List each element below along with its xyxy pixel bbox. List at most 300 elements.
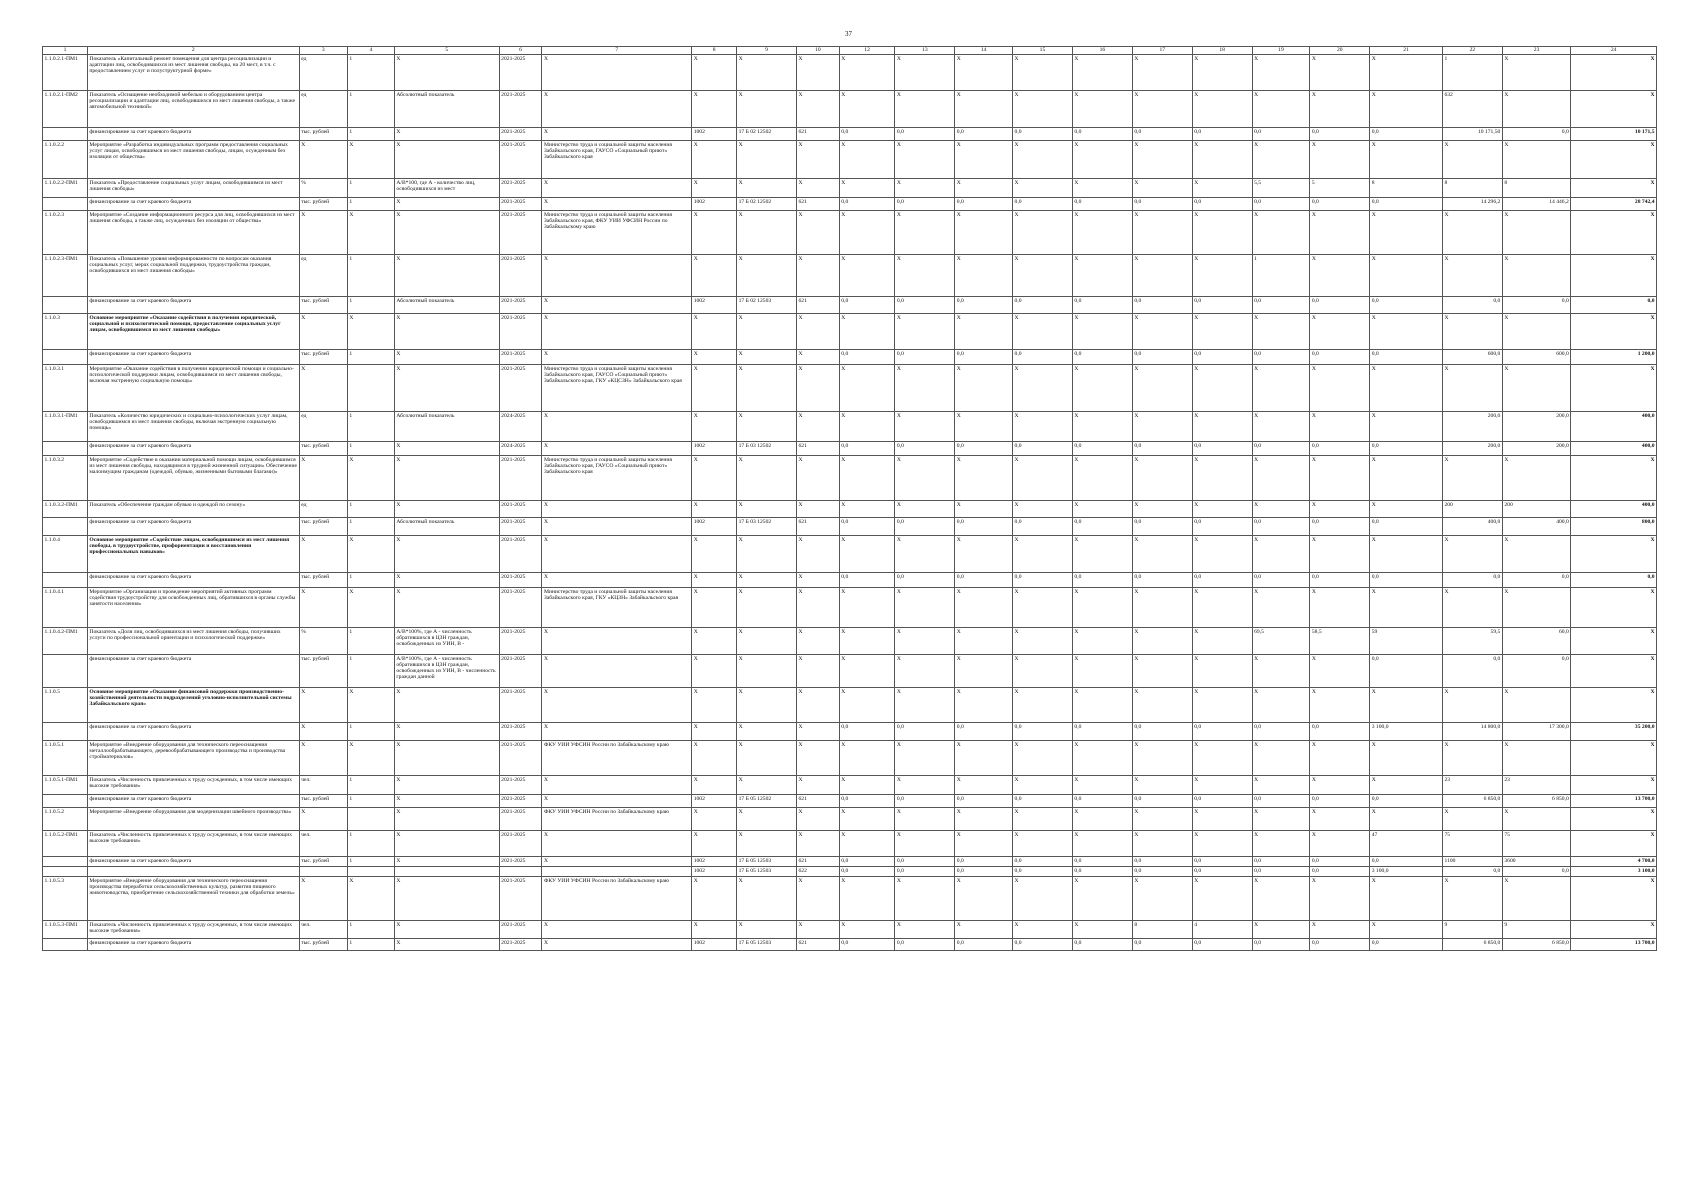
data-cell: 9	[1442, 921, 1502, 939]
data-cell: Х	[737, 741, 797, 776]
data-cell: 0,0	[1252, 350, 1310, 365]
data-cell: Х	[347, 536, 394, 573]
data-cell: 0,0	[1310, 795, 1370, 808]
data-cell: Х	[299, 723, 347, 741]
data-cell: Х	[839, 877, 895, 921]
table-row	[43, 412, 1657, 442]
data-cell: 0,0	[1013, 857, 1073, 867]
data-cell: Х	[1571, 877, 1657, 921]
table-row	[43, 456, 1657, 501]
data-cell: 0,0	[1502, 128, 1570, 141]
data-cell: Х	[839, 412, 895, 442]
data-cell: 1	[347, 412, 394, 442]
data-cell: Х	[394, 808, 499, 831]
data-cell: 0,0	[1132, 518, 1192, 536]
data-cell: 75	[1442, 831, 1502, 857]
data-cell: Х	[1192, 877, 1252, 921]
data-cell: 0,0	[895, 297, 955, 314]
data-cell: Х	[955, 831, 1013, 857]
row-code-cell: 1.1.0.5	[43, 688, 88, 723]
data-cell: ед	[299, 412, 347, 442]
data-cell: Х	[542, 501, 692, 518]
data-cell: Х	[1013, 776, 1073, 795]
data-cell: Х	[1072, 688, 1132, 723]
data-cell: Х	[542, 198, 692, 211]
data-cell: Х	[347, 141, 394, 179]
financing-row	[43, 655, 1657, 688]
data-cell: 2021-2025	[499, 628, 542, 655]
data-cell: 1	[347, 655, 394, 688]
data-cell: Х	[1442, 808, 1502, 831]
table-row	[43, 831, 1657, 857]
row-name-cell: финансирование за счет краевого бюджета	[87, 128, 299, 141]
data-cell: Х	[1132, 456, 1192, 501]
data-cell: Х	[737, 831, 797, 857]
data-cell: Х	[1013, 255, 1073, 297]
data-cell: Х	[1310, 456, 1370, 501]
data-cell: Х	[1013, 688, 1073, 723]
data-cell: Х	[1442, 588, 1502, 628]
data-cell: Х	[542, 412, 692, 442]
data-cell: 3 100,0	[1370, 723, 1443, 741]
data-cell: 632	[1442, 91, 1502, 128]
data-cell: 800,0	[1571, 518, 1657, 536]
table-row	[43, 211, 1657, 255]
data-cell: 0,0	[839, 573, 895, 588]
data-cell: Х	[299, 877, 347, 921]
data-cell: Х	[839, 211, 895, 255]
data-cell: Х	[1132, 588, 1192, 628]
data-cell: 0,0	[1072, 350, 1132, 365]
data-cell: Х	[692, 179, 737, 198]
data-cell: Х	[692, 723, 737, 741]
data-cell: Х	[1072, 314, 1132, 350]
data-cell: Х	[1252, 365, 1310, 412]
data-cell: 1002	[692, 867, 737, 877]
row-name-cell: финансирование за счет краевого бюджета	[87, 655, 299, 688]
data-cell: Х	[1072, 921, 1132, 939]
column-header-cell: 10	[797, 47, 840, 55]
data-cell	[347, 808, 394, 831]
data-cell: Х	[1132, 365, 1192, 412]
data-cell: 621	[797, 198, 840, 211]
data-cell: Х	[895, 628, 955, 655]
data-cell: Х	[299, 588, 347, 628]
data-cell: Х	[1442, 877, 1502, 921]
data-cell: 0,0	[1132, 198, 1192, 211]
data-cell: Х	[542, 179, 692, 198]
data-cell: 75	[1502, 831, 1570, 857]
data-cell: Х	[839, 655, 895, 688]
data-cell: Х	[1502, 877, 1570, 921]
data-cell: 2021-2025	[499, 588, 542, 628]
data-cell: Х	[1370, 456, 1443, 501]
data-cell: 0,0	[1192, 128, 1252, 141]
data-cell: 2024-2025	[499, 412, 542, 442]
data-cell: Абсолютный показатель	[394, 91, 499, 128]
data-cell: Х	[737, 91, 797, 128]
data-cell: 0,0	[955, 939, 1013, 951]
data-cell: Х	[1252, 588, 1310, 628]
data-cell: 2021-2025	[499, 179, 542, 198]
data-cell: Х	[542, 776, 692, 795]
data-cell: Х	[1370, 211, 1443, 255]
data-cell: Х	[1192, 255, 1252, 297]
data-cell: Х	[1571, 921, 1657, 939]
data-cell: Х	[839, 55, 895, 91]
data-cell: 0,0	[1132, 857, 1192, 867]
data-cell: 9	[1502, 921, 1570, 939]
data-cell: 0,0	[1310, 128, 1370, 141]
row-code-cell: 1.1.0.5.2-ПМ1	[43, 831, 88, 857]
column-header-cell: 23	[1502, 47, 1570, 55]
row-code-cell	[43, 297, 88, 314]
data-cell: 0,0	[1310, 350, 1370, 365]
data-cell: 0,0	[955, 442, 1013, 456]
data-cell: Х	[1310, 314, 1370, 350]
data-cell: 0,0	[955, 857, 1013, 867]
data-cell: Х	[895, 141, 955, 179]
data-cell: Х	[895, 501, 955, 518]
data-cell: Х	[1072, 741, 1132, 776]
data-cell: Х	[692, 141, 737, 179]
data-cell: Х	[692, 365, 737, 412]
data-cell: Х	[1072, 91, 1132, 128]
row-code-cell: 1.1.0.2.3	[43, 211, 88, 255]
financing-row	[43, 939, 1657, 951]
data-cell: Х	[1192, 55, 1252, 91]
data-cell: 0,0	[1013, 198, 1073, 211]
data-cell: Х	[1502, 688, 1570, 723]
data-cell: 0,0	[1310, 939, 1370, 951]
data-cell: 0,0	[1192, 350, 1252, 365]
data-cell: Х	[1132, 808, 1192, 831]
data-cell: Х	[1502, 536, 1570, 573]
row-name-cell: Показатель «Доля лиц, освободившихся из мест лишения свободы, получивших услуги по профессиональной ориентации и психологической поддержке»	[87, 628, 299, 655]
data-cell: Х	[1571, 141, 1657, 179]
data-cell: 0,0	[895, 128, 955, 141]
column-header-cell: 17	[1132, 47, 1192, 55]
data-cell: Х	[1571, 831, 1657, 857]
data-cell: Х	[394, 857, 499, 867]
data-cell: Х	[1132, 628, 1192, 655]
data-cell: 2021-2025	[499, 808, 542, 831]
data-cell: Х	[839, 91, 895, 128]
data-cell: Х	[1571, 588, 1657, 628]
financing-row	[43, 198, 1657, 211]
data-cell: Х	[1013, 179, 1073, 198]
data-cell: Х	[1442, 255, 1502, 297]
data-cell: Х	[1013, 365, 1073, 412]
data-cell: Х	[1571, 776, 1657, 795]
data-cell: 0,0	[1072, 573, 1132, 588]
data-cell: Х	[1310, 921, 1370, 939]
data-cell: 0,0	[955, 518, 1013, 536]
row-name-cell: финансирование за счет краевого бюджета	[87, 723, 299, 741]
data-cell: 17 Б 02 12502	[737, 198, 797, 211]
data-cell: 0,0	[1132, 128, 1192, 141]
data-cell: 0,0	[1252, 573, 1310, 588]
data-cell: Х	[839, 314, 895, 350]
data-cell: Х	[797, 808, 840, 831]
data-cell: Х	[1132, 501, 1192, 518]
data-cell: Х	[542, 55, 692, 91]
row-code-cell: 1.1.0.2.2-ПМ1	[43, 179, 88, 198]
data-cell: Х	[737, 211, 797, 255]
financing-row	[43, 518, 1657, 536]
data-cell: Х	[299, 456, 347, 501]
data-cell: Х	[1252, 831, 1310, 857]
data-cell: 2021-2025	[499, 573, 542, 588]
data-cell: тыс. рублей	[299, 939, 347, 951]
data-cell: Х	[394, 314, 499, 350]
data-cell: Х	[1132, 55, 1192, 91]
data-cell: 0,0	[1013, 297, 1073, 314]
data-cell: 0,0	[1370, 939, 1443, 951]
data-cell: тыс. рублей	[299, 655, 347, 688]
data-cell: 1002	[692, 297, 737, 314]
data-cell: Х	[1370, 255, 1443, 297]
data-cell: 0,0	[895, 442, 955, 456]
data-cell: 35 200,0	[1571, 723, 1657, 741]
data-cell: Х	[797, 456, 840, 501]
data-cell: Х	[895, 808, 955, 831]
column-header-cell: 21	[1370, 47, 1443, 55]
data-cell: 0,0	[1370, 655, 1443, 688]
data-cell: Министерство труда и социальной защиты населения Забайкальского края, ГАУСО «Социальный приют» Забайкальского края, ГКУ «КЦСЗН» Забайкальского края	[542, 365, 692, 412]
data-cell: Х	[737, 877, 797, 921]
data-cell: Х	[1252, 141, 1310, 179]
data-cell: Х	[1252, 456, 1310, 501]
data-cell: Х	[797, 877, 840, 921]
data-cell: Х	[797, 314, 840, 350]
column-header-cell: 19	[1252, 47, 1310, 55]
data-cell: тыс. рублей	[299, 442, 347, 456]
data-cell: Х	[1370, 536, 1443, 573]
data-cell: 1002	[692, 128, 737, 141]
table-row	[43, 628, 1657, 655]
data-cell: Х	[839, 501, 895, 518]
row-code-cell: 1.1.0.4.2-ПМ1	[43, 628, 88, 655]
data-cell	[542, 867, 692, 877]
data-cell: 10 171,50	[1442, 128, 1502, 141]
data-cell: 1	[1442, 55, 1502, 91]
data-cell: Х	[394, 795, 499, 808]
data-cell: 3600	[1502, 857, 1570, 867]
data-cell: 4 700,0	[1571, 857, 1657, 867]
column-header-cell: 16	[1072, 47, 1132, 55]
data-cell: Х	[1192, 688, 1252, 723]
data-cell: 2021-2025	[499, 211, 542, 255]
data-cell: 2021-2025	[499, 921, 542, 939]
data-cell	[347, 867, 394, 877]
data-cell: Х	[1013, 655, 1073, 688]
data-cell: Х	[955, 255, 1013, 297]
data-cell: Х	[839, 688, 895, 723]
data-cell: 621	[797, 128, 840, 141]
data-cell: Х	[737, 141, 797, 179]
data-cell: Х	[839, 588, 895, 628]
data-cell: Х	[1192, 412, 1252, 442]
data-cell: Х	[692, 536, 737, 573]
data-cell: 1002	[692, 518, 737, 536]
data-cell: Х	[394, 365, 499, 412]
data-cell: Х	[692, 55, 737, 91]
financing-row	[43, 573, 1657, 588]
data-cell: 0,0	[1072, 198, 1132, 211]
data-cell: 2021-2025	[499, 655, 542, 688]
data-cell: 1100	[1442, 857, 1502, 867]
data-cell: Х	[1571, 741, 1657, 776]
data-cell: 2021-2025	[499, 831, 542, 857]
financing-row	[43, 442, 1657, 456]
data-cell: 0,0	[1132, 573, 1192, 588]
data-cell: 0,0	[1192, 573, 1252, 588]
data-cell: Х	[895, 91, 955, 128]
data-cell: 17 Б 03 12502	[737, 442, 797, 456]
data-cell: Х	[797, 211, 840, 255]
data-cell: Х	[797, 741, 840, 776]
data-cell: Х	[1370, 688, 1443, 723]
data-cell: Х	[1310, 255, 1370, 297]
data-cell: ФКУ УИИ УФСИН России по Забайкальскому краю	[542, 877, 692, 921]
data-cell: 400,0	[1502, 518, 1570, 536]
data-cell: Х	[1072, 412, 1132, 442]
data-cell: Х	[1252, 921, 1310, 939]
data-cell: 0,0	[1442, 867, 1502, 877]
data-cell: 0,0	[839, 297, 895, 314]
data-cell: 0,0	[1013, 442, 1073, 456]
data-cell: Х	[737, 179, 797, 198]
data-cell: Х	[839, 831, 895, 857]
data-cell: 0,0	[1252, 442, 1310, 456]
data-cell: 0,0	[1192, 518, 1252, 536]
data-cell: Х	[1502, 365, 1570, 412]
data-cell: Х	[1072, 211, 1132, 255]
data-cell: Х	[692, 412, 737, 442]
data-cell: Х	[895, 55, 955, 91]
data-cell: Х	[542, 795, 692, 808]
data-cell: Х	[542, 128, 692, 141]
financing-row	[43, 297, 1657, 314]
data-cell: 23	[1502, 776, 1570, 795]
data-cell: 1	[347, 723, 394, 741]
data-cell: Х	[1502, 456, 1570, 501]
data-cell: Х	[839, 141, 895, 179]
data-cell: 0,0	[839, 723, 895, 741]
data-cell: 1002	[692, 795, 737, 808]
data-cell: 0,0	[1502, 573, 1570, 588]
data-cell: 0,0	[1252, 128, 1310, 141]
data-cell: Х	[1442, 688, 1502, 723]
row-code-cell: 1.1.0.2.1-ПМ1	[43, 55, 88, 91]
data-cell: Х	[542, 723, 692, 741]
data-cell: Х	[1442, 741, 1502, 776]
data-cell: 0,0	[1502, 867, 1570, 877]
row-name-cell: Показатель «Капитальный ремонт помещения для центра ресоциализации и адаптации лиц, освободившихся из мест лишения свободы, на 20 мест, в т.ч. с предоставлением услуг и полуструктурной форме»	[87, 55, 299, 91]
data-cell: 1	[1252, 255, 1310, 297]
data-cell: Х	[955, 501, 1013, 518]
data-cell: Х	[955, 314, 1013, 350]
row-code-cell	[43, 939, 88, 951]
data-cell: 0,0	[1252, 297, 1310, 314]
data-cell: Х	[1502, 55, 1570, 91]
data-cell: Х	[737, 365, 797, 412]
data-cell: 1	[347, 857, 394, 867]
data-cell: ед	[299, 255, 347, 297]
data-cell: 17 Б 02 12502	[737, 128, 797, 141]
data-cell: 0,0	[1310, 723, 1370, 741]
column-header-cell: 14	[955, 47, 1013, 55]
data-cell: 17 Б 03 12502	[737, 518, 797, 536]
data-cell: Х	[394, 141, 499, 179]
data-cell: 0,0	[1370, 795, 1443, 808]
data-cell: 17 Б 02 12503	[737, 297, 797, 314]
data-cell: 621	[797, 442, 840, 456]
data-cell: 0,0	[1370, 198, 1443, 211]
data-cell: Х	[1132, 211, 1192, 255]
data-cell: Х	[1310, 776, 1370, 795]
row-name-cell: финансирование за счет краевого бюджета	[87, 350, 299, 365]
data-cell: Х	[1310, 141, 1370, 179]
table-row	[43, 91, 1657, 128]
data-cell: 2021-2025	[499, 795, 542, 808]
data-cell: 8	[1502, 179, 1570, 198]
data-cell: Министерство труда и социальной защиты населения Забайкальского края, ФКУ УИИ УФСИН России по Забайкальскому краю	[542, 211, 692, 255]
data-cell: Х	[839, 808, 895, 831]
data-cell: Х	[955, 808, 1013, 831]
data-cell: Х	[797, 723, 840, 741]
data-cell: Х	[1132, 255, 1192, 297]
data-cell: Х	[1252, 91, 1310, 128]
data-cell: Х	[955, 655, 1013, 688]
data-cell: Х	[542, 831, 692, 857]
data-cell: Х	[692, 211, 737, 255]
data-cell: 200,0	[1442, 442, 1502, 456]
row-code-cell: 1.1.0.3.2-ПМ1	[43, 501, 88, 518]
data-cell: Х	[1252, 808, 1310, 831]
data-cell: 0,0	[1013, 939, 1073, 951]
data-cell: Х	[692, 831, 737, 857]
column-header-cell: 8	[692, 47, 737, 55]
data-cell: Х	[895, 365, 955, 412]
data-cell: 0,0	[895, 939, 955, 951]
data-cell: 1	[347, 776, 394, 795]
data-cell: Х	[692, 688, 737, 723]
data-cell: Х	[955, 141, 1013, 179]
data-cell: Х	[394, 128, 499, 141]
data-cell: Х	[955, 412, 1013, 442]
data-cell: Х	[1252, 688, 1310, 723]
data-cell: Х	[737, 588, 797, 628]
row-name-cell: финансирование за счет краевого бюджета	[87, 939, 299, 951]
data-cell: Х	[299, 741, 347, 776]
data-cell: Х	[895, 412, 955, 442]
data-cell: Х	[542, 518, 692, 536]
data-cell: Х	[839, 456, 895, 501]
data-cell: 10 171,5	[1571, 128, 1657, 141]
data-cell: Х	[542, 628, 692, 655]
data-cell: Х	[895, 741, 955, 776]
data-cell: Х	[1132, 877, 1192, 921]
data-cell: 400,0	[1571, 501, 1657, 518]
data-cell: Х	[394, 921, 499, 939]
data-cell: 0,0	[1502, 297, 1570, 314]
data-cell: Х	[542, 91, 692, 128]
data-cell: 14 446,2	[1502, 198, 1570, 211]
data-cell: Х	[542, 350, 692, 365]
data-cell: Х	[1132, 831, 1192, 857]
